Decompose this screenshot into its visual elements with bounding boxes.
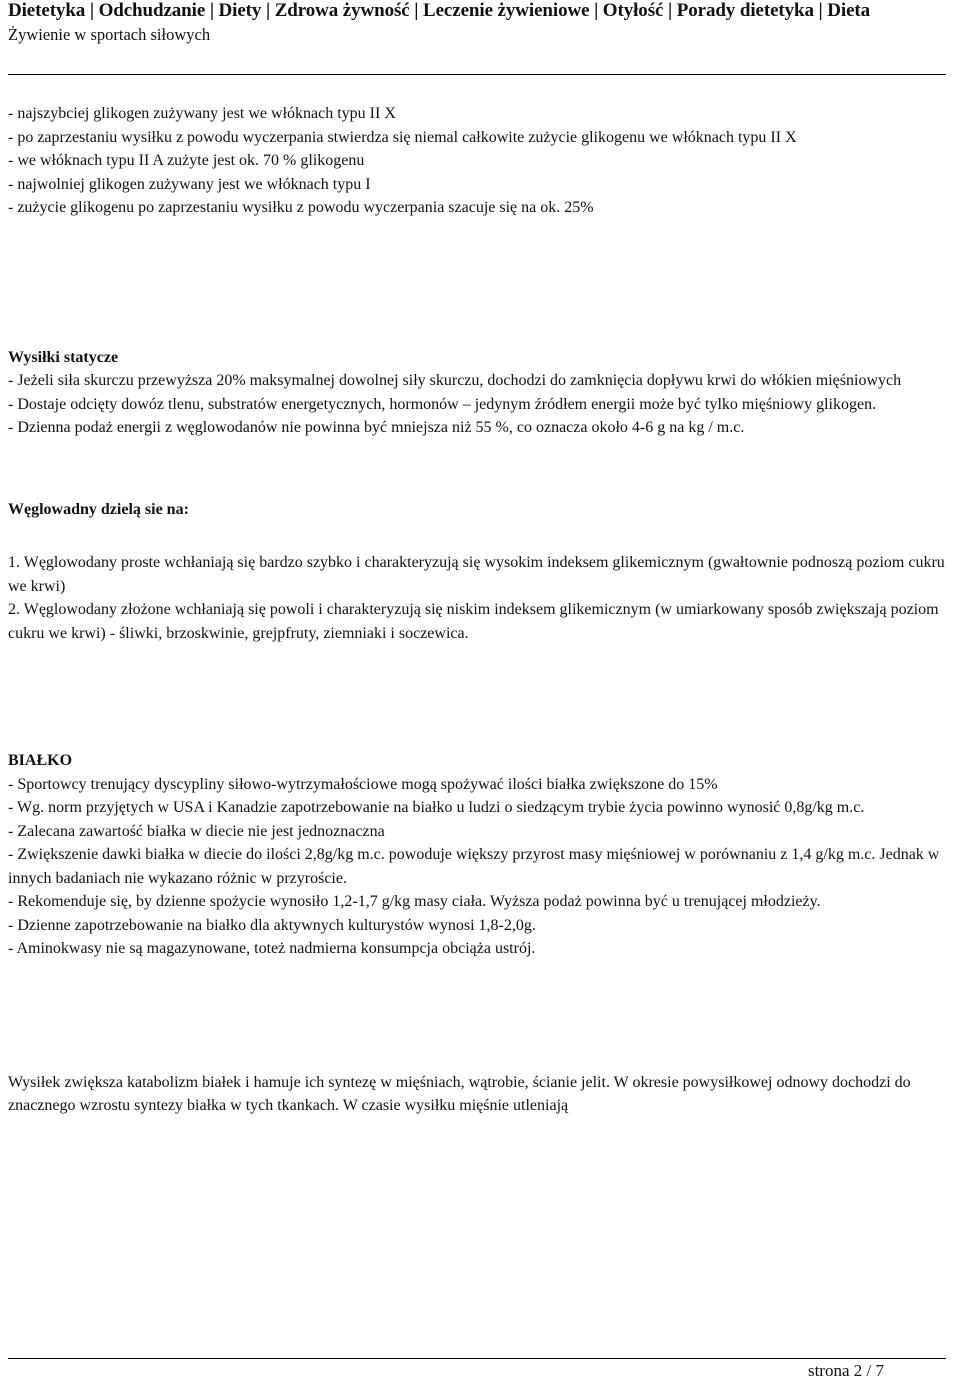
list-item: - Aminokwasy nie są magazynowane, toteż nadmierna konsumpcja obciąża ustrój. bbox=[8, 940, 536, 957]
closing-paragraph: Wysiłek zwiększa katabolizm białek i hamuje ich syntezę w mięśniach, wątrobie, ścianie jelit. W okresie powysiłkowej odnowy dochodzi do znacznego wzrostu syntezy białka w tych tkankach. W czasie wysiłku mięśnie utleniają bbox=[8, 1073, 911, 1114]
section-heading: BIAŁKO bbox=[8, 752, 73, 769]
list-item: 1. Węglowodany proste wchłaniają się bardzo szybko i charakteryzują się wysokim indeksem glikemicznym (gwałtownie podnoszą poziom cukru we krwi) bbox=[8, 554, 945, 595]
carbohydrates-section bbox=[8, 498, 954, 646]
list-item: - Wg. norm przyjętych w USA i Kanadzie zapotrzebowanie na białko u ludzi o siedzącym trybie życia powinno wynosić 0,8g/kg m.c. bbox=[8, 799, 865, 816]
list-item: - najszybciej glikogen zużywany jest we włóknach typu II X bbox=[8, 105, 396, 122]
list-item: - Dostaje odcięty dowóz tlenu, substratów energetycznych, hormonów – jedynym źródłem energii może być tylko mięśniowy glikogen. bbox=[8, 395, 877, 413]
list-item: - Sportowcy trenujący dyscypliny siłowo-wytrzymałościowe mogą spożywać ilości białka zwiększone do 15% bbox=[8, 775, 718, 793]
list-item: - Jeżeli siła skurczu przewyższa 20% maksymalnej dowolnej siły skurczu, dochodzi do zamknięcia dopływu krwi do włókien mięśniowych bbox=[8, 372, 902, 389]
page-number: strona 2 / 7 bbox=[807, 1361, 884, 1380]
page-header bbox=[8, 0, 958, 46]
page-subtitle: Żywienie w sportach siłowych bbox=[8, 25, 211, 44]
section-heading: Węglowadny dzielą sie na: bbox=[8, 500, 189, 518]
section-heading: Wysiłki statycze bbox=[8, 348, 119, 366]
document-body bbox=[8, 102, 954, 1118]
list-item: - zużycie glikogenu po zaprzestaniu wysiłku z powodu wyczerpania szacuje się na ok. 25% bbox=[8, 199, 594, 216]
list-item: - najwolniej glikogen zużywany jest we włóknach typu I bbox=[8, 175, 371, 193]
protein-section bbox=[8, 749, 954, 961]
header-divider bbox=[8, 74, 946, 75]
list-item: - Zwiększenie dawki białka w diecie do ilości 2,8g/kg m.c. powoduje większy przyrost masy mięśniowej w porównaniu z 1,4 g/kg m.c. Jednak w innych badaniach nie wykazano różnic w przyroście. bbox=[8, 846, 940, 887]
glycogen-list bbox=[8, 102, 954, 220]
list-item: - po zaprzestaniu wysiłku z powodu wyczerpania stwierdza się niemal całkowite zużycie glikogenu we włóknach typu II X bbox=[8, 128, 797, 146]
list-item: - Rekomenduje się, by dzienne spożycie wynosiło 1,2-1,7 g/kg masy ciała. Wyższa podaż powinna być u trenującej młodzieży. bbox=[8, 893, 821, 910]
static-efforts-section bbox=[8, 346, 954, 440]
list-item: - Dzienne zapotrzebowanie na białko dla aktywnych kulturystów wynosi 1,8-2,0g. bbox=[8, 916, 536, 934]
site-navigation: Dietetyka | Odchudzanie | Diety | Zdrowa żywność | Leczenie żywieniowe | Otyłość | Porady dietetyka | Dieta bbox=[8, 0, 871, 21]
footer-divider bbox=[8, 1358, 946, 1359]
list-item: - Dzienna podaż energii z węglowodanów nie powinna być mniejsza niż 55 %, co oznacza około 4-6 g na kg / m.c. bbox=[8, 419, 745, 436]
list-item: - we włóknach typu II A zużyte jest ok. 70 % glikogenu bbox=[8, 152, 365, 169]
list-item: 2. Węglowodany złożone wchłaniają się powoli i charakteryzują się niskim indeksem glikemicznym (w umiarkowany sposób zwiększają poziom cukru we krwi) - śliwki, brzoskwinie, grejpfruty, ziemniaki i soczewica. bbox=[8, 601, 939, 642]
list-item: - Zalecana zawartość białka w diecie nie jest jednoznaczna bbox=[8, 822, 385, 840]
